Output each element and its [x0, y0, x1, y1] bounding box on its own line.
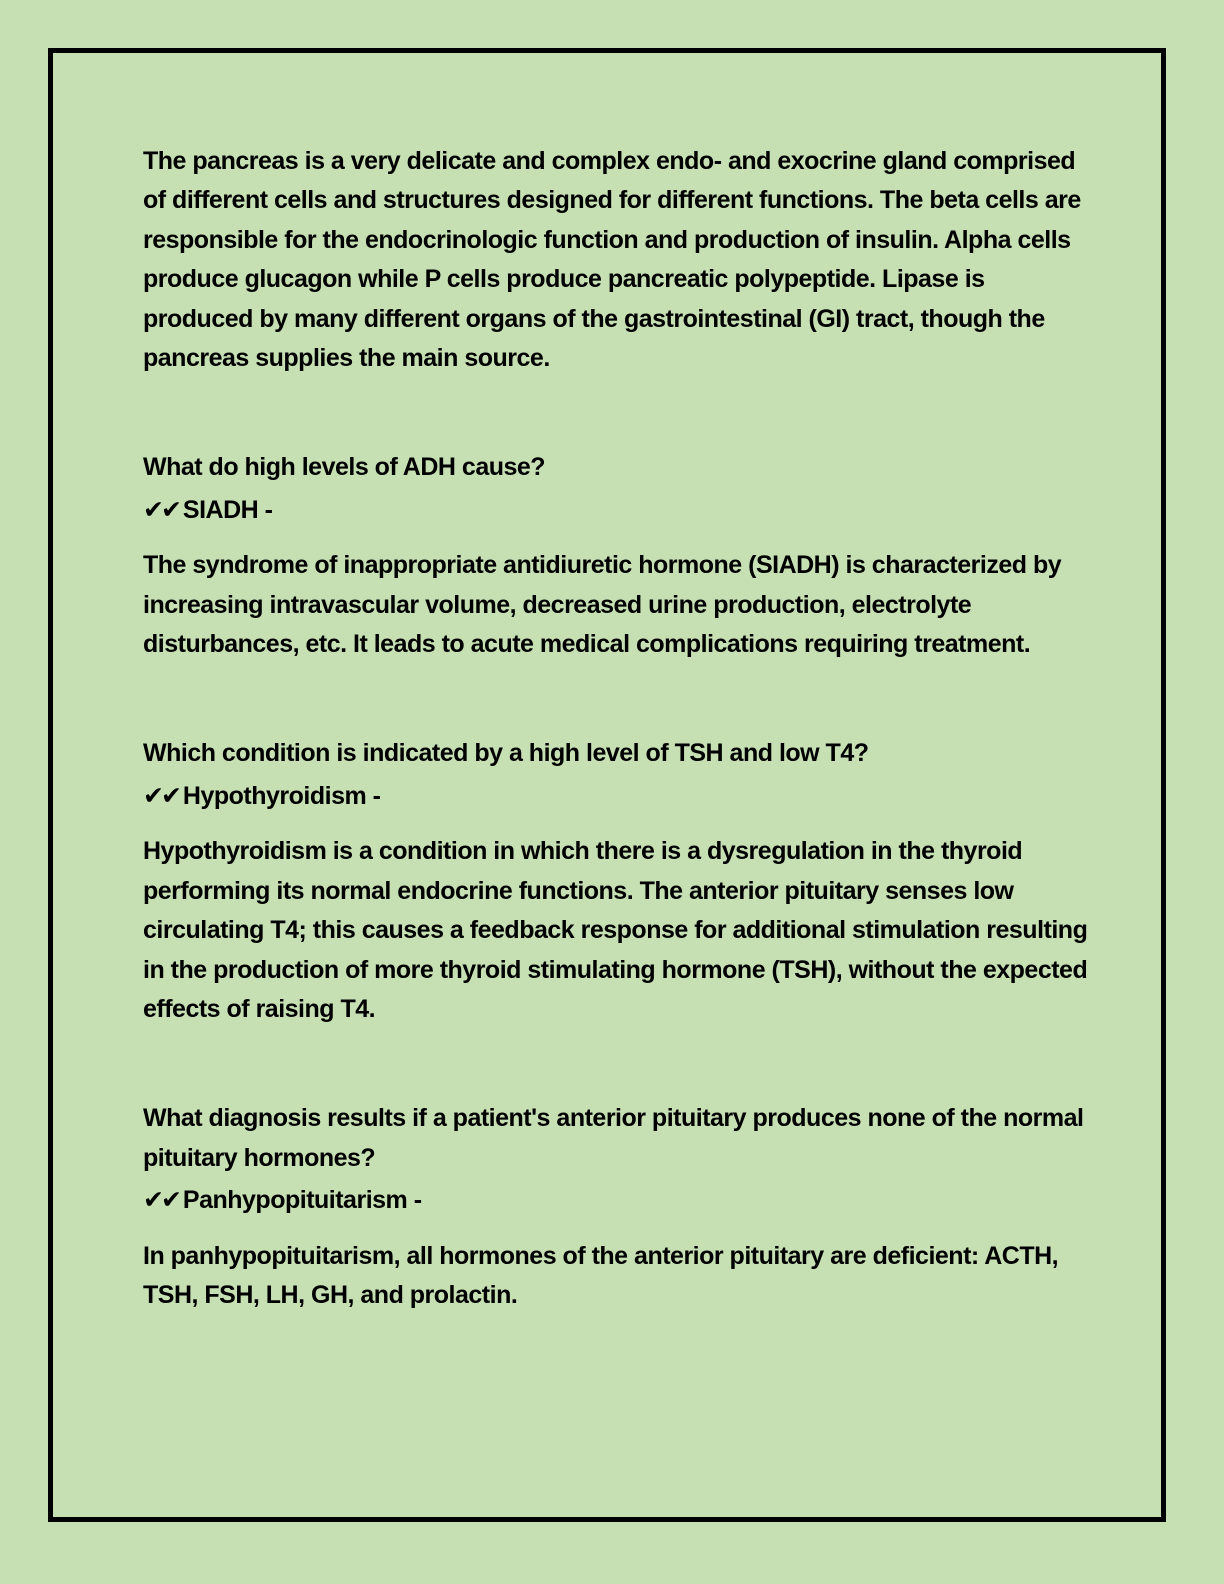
answer-line [143, 491, 1088, 530]
answer-text: SIADH - [182, 495, 273, 524]
check-icon: ✔✔ [143, 781, 179, 810]
qa-item-pituitary [143, 1099, 1088, 1315]
explanation-text: Hypothyroidism is a condition in which there is a dysregulation in the thyroid performing its normal endocrine functions. The anterior pituitary senses low circulating T4; this causes a feedback response for additional stimulation resulting in the production of more thyroid stimulating hormone (TSH), without the expected effects of raising T4. [143, 837, 1088, 1023]
check-icon: ✔✔ [143, 1186, 179, 1215]
answer-text: Panhypopituitarism - [182, 1186, 422, 1215]
qa-item-tsh [143, 734, 1088, 1029]
qa-item-adh [143, 448, 1088, 664]
check-icon: ✔✔ [143, 495, 179, 524]
answer-text: Hypothyroidism - [182, 781, 381, 810]
answer-line [143, 777, 1088, 816]
explanation-text: In panhypopituitarism, all hormones of the anterior pituitary are deficient: ACTH, TSH, FSH, LH, GH, and prolactin. [143, 1241, 1059, 1309]
question-text: Which condition is indicated by a high level of TSH and low T4? [143, 739, 869, 768]
intro-paragraph: The pancreas is a very delicate and complex endo- and exocrine gland comprised of different cells and structures designed for different functions. The beta cells are responsible for the endocrinologic function and production of insulin. Alpha cells produce glucagon while P cells produce pancreatic polypeptide. Lipase is produced by many different organs of the gastrointestinal (GI) tract, though the pancreas supplies the main source. [143, 147, 1081, 373]
question-text: What diagnosis results if a patient's anterior pituitary produces none of the normal pituitary hormones? [143, 1104, 1084, 1172]
question-text: What do high levels of ADH cause? [143, 453, 546, 482]
document-content [143, 142, 1088, 1315]
answer-line [143, 1181, 1088, 1220]
explanation-text: The syndrome of inappropriate antidiuretic hormone (SIADH) is characterized by increasing intravascular volume, decreased urine production, electrolyte disturbances, etc. It leads to acute medical complications requiring treatment. [143, 551, 1062, 659]
